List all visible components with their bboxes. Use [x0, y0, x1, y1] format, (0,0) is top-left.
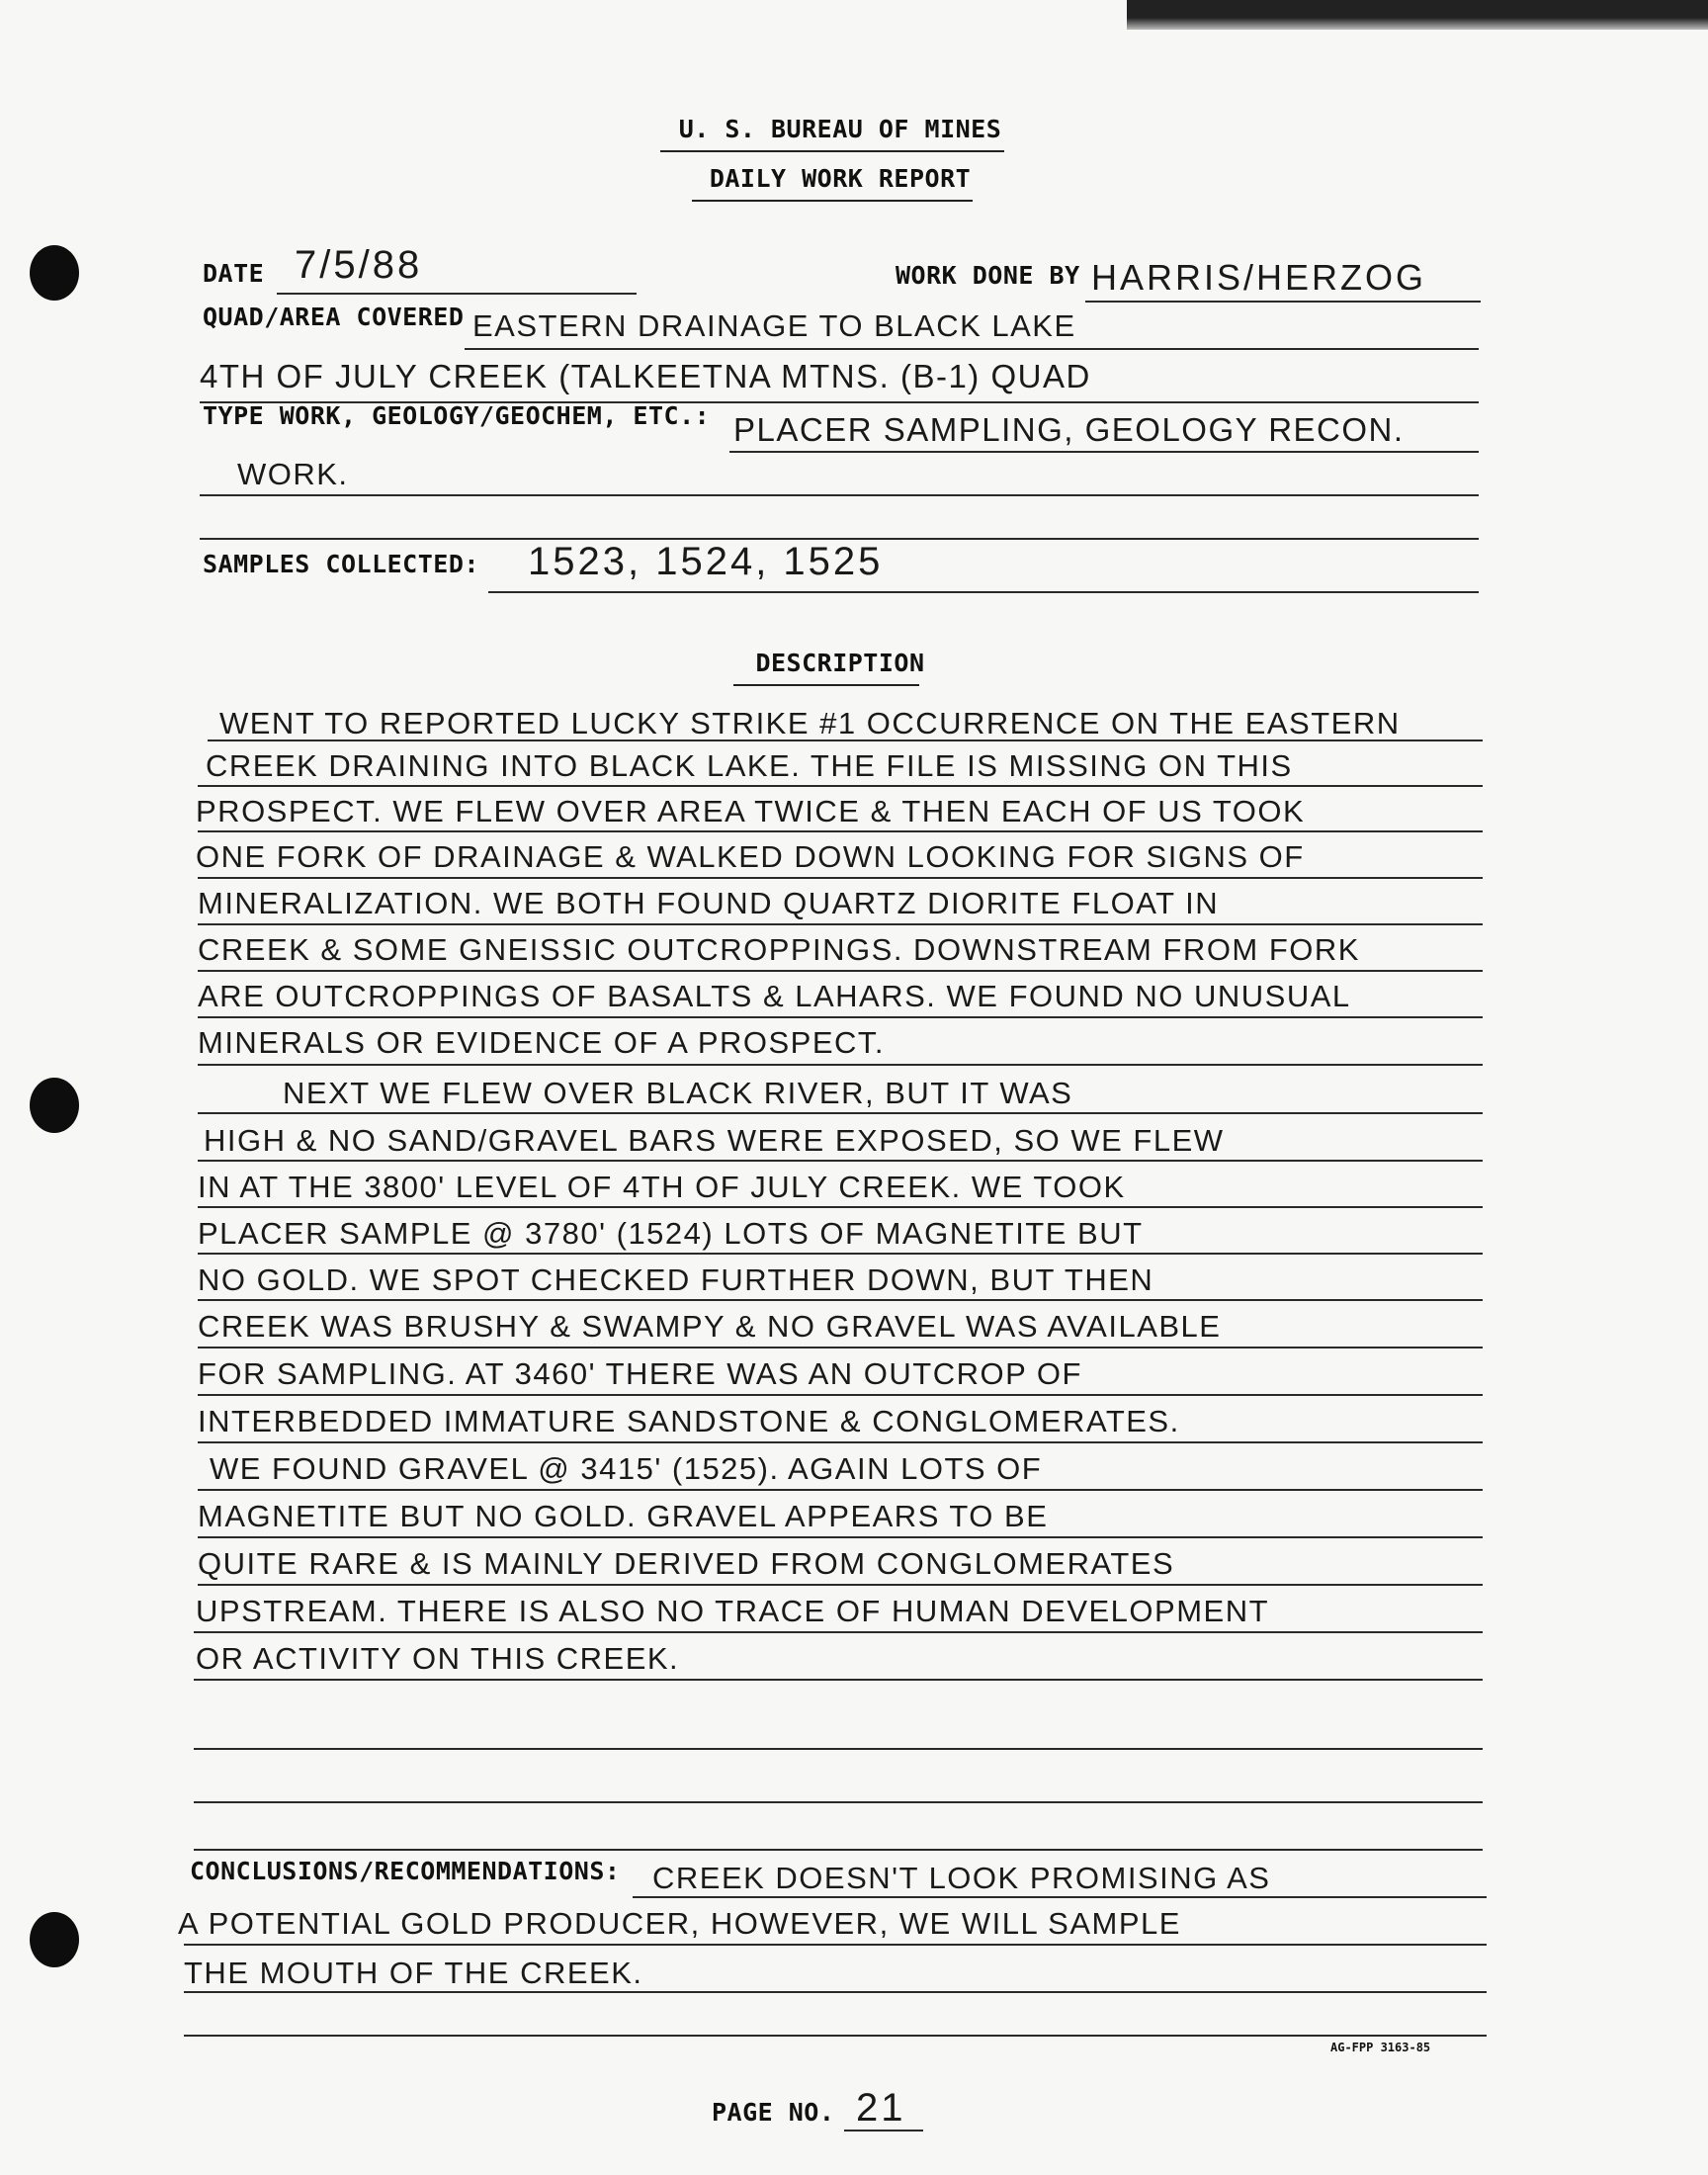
type-work-line-1: PLACER SAMPLING, GEOLOGY RECON.	[733, 411, 1405, 448]
description-line: WE FOUND GRAVEL @ 3415' (1525). AGAIN LOTS OF	[210, 1451, 1043, 1486]
work-done-by-rule	[1085, 301, 1481, 303]
date-label: DATE	[203, 259, 265, 288]
conclusions-rule-3	[184, 1991, 1487, 1993]
form-code: AG-FPP 3163-85	[1330, 2041, 1431, 2054]
description-rule	[194, 1679, 1483, 1681]
date-rule	[277, 293, 637, 295]
punch-hole-top	[30, 245, 79, 301]
description-rule	[198, 1441, 1483, 1443]
description-line: FOR SAMPLING. AT 3460' THERE WAS AN OUTCROP OF	[198, 1356, 1082, 1391]
conclusions-line-1: CREEK DOESN'T LOOK PROMISING AS	[652, 1861, 1271, 1895]
description-rule	[198, 785, 1483, 787]
description-rule	[198, 1112, 1483, 1114]
description-rule	[194, 1631, 1483, 1633]
page-number-value: 21	[856, 2086, 906, 2130]
quad-label: QUAD/AREA COVERED	[203, 303, 465, 331]
description-line: INTERBEDDED IMMATURE SANDSTONE & CONGLOMERATES.	[198, 1404, 1180, 1438]
description-line: HIGH & NO SAND/GRAVEL BARS WERE EXPOSED, SO WE FLEW	[204, 1123, 1225, 1158]
conclusions-rule-2	[184, 1944, 1487, 1946]
description-line: NEXT WE FLEW OVER BLACK RIVER, BUT IT WAS	[283, 1076, 1073, 1110]
description-line: MINERALS OR EVIDENCE OF A PROSPECT.	[198, 1025, 886, 1060]
description-line: WENT TO REPORTED LUCKY STRIKE #1 OCCURRENCE ON THE EASTERN	[219, 706, 1401, 740]
description-line: OR ACTIVITY ON THIS CREEK.	[196, 1641, 680, 1676]
conclusions-line-2: A POTENTIAL GOLD PRODUCER, HOWEVER, WE WILL SAMPLE	[178, 1906, 1181, 1941]
type-work-label: TYPE WORK, GEOLOGY/GEOCHEM, ETC.:	[203, 401, 711, 430]
conclusions-label: CONCLUSIONS/RECOMMENDATIONS:	[190, 1857, 621, 1885]
description-rule	[198, 1299, 1483, 1301]
report-title: DAILY WORK REPORT	[709, 164, 972, 193]
samples-value: 1523, 1524, 1525	[528, 540, 884, 583]
description-line: IN AT THE 3800' LEVEL OF 4TH OF JULY CREEK. WE TOOK	[198, 1170, 1126, 1204]
description-rule	[198, 1016, 1483, 1018]
description-rule	[194, 1801, 1483, 1803]
description-line: QUITE RARE & IS MAINLY DERIVED FROM CONGLOMERATES	[198, 1546, 1175, 1581]
description-line: ONE FORK OF DRAINAGE & WALKED DOWN LOOKING FOR SIGNS OF	[196, 839, 1305, 874]
type-work-rule-2	[200, 494, 1479, 496]
description-rule	[198, 1394, 1483, 1396]
agency-title-underline	[660, 150, 1004, 152]
page-number-label: PAGE NO.	[712, 2098, 835, 2127]
description-rule	[198, 1584, 1483, 1586]
conclusions-rule-4	[184, 2035, 1487, 2037]
description-line: CREEK WAS BRUSHY & SWAMPY & NO GRAVEL WAS AVAILABLE	[198, 1309, 1222, 1344]
quad-line-1: EASTERN DRAINAGE TO BLACK LAKE	[472, 308, 1076, 343]
description-rule	[198, 1253, 1483, 1255]
samples-label: SAMPLES COLLECTED:	[203, 550, 479, 578]
agency-title: U. S. BUREAU OF MINES	[678, 115, 1002, 143]
description-line: PLACER SAMPLE @ 3780' (1524) LOTS OF MAGNETITE BUT	[198, 1216, 1144, 1251]
description-line: MAGNETITE BUT NO GOLD. GRAVEL APPEARS TO BE	[198, 1499, 1049, 1533]
description-rule	[198, 1206, 1483, 1208]
punch-hole-bottom	[30, 1912, 79, 1967]
description-rule	[198, 1536, 1483, 1538]
description-heading: DESCRIPTION	[755, 649, 925, 677]
report-title-underline	[692, 200, 973, 202]
description-rule	[198, 923, 1483, 925]
description-rule	[198, 877, 1483, 879]
conclusions-line-3: THE MOUTH OF THE CREEK.	[184, 1956, 643, 1990]
description-rule	[198, 970, 1483, 972]
page-number-rule	[844, 2130, 923, 2132]
description-rule	[198, 1489, 1483, 1491]
description-rule	[194, 1849, 1483, 1851]
description-rule	[198, 1064, 1483, 1066]
work-done-by-label: WORK DONE BY	[896, 261, 1080, 290]
description-rule	[194, 1748, 1483, 1750]
conclusions-rule-1	[633, 1896, 1487, 1898]
description-line: PROSPECT. WE FLEW OVER AREA TWICE & THEN EACH OF US TOOK	[196, 794, 1306, 828]
description-line: ARE OUTCROPPINGS OF BASALTS & LAHARS. WE FOUND NO UNUSUAL	[198, 979, 1351, 1013]
description-line: CREEK & SOME GNEISSIC OUTCROPPINGS. DOWNSTREAM FROM FORK	[198, 932, 1360, 967]
scan-top-edge	[1127, 0, 1708, 30]
description-rule	[198, 1160, 1483, 1162]
description-line: NO GOLD. WE SPOT CHECKED FURTHER DOWN, BUT THEN	[198, 1262, 1154, 1297]
type-work-line-2: WORK.	[237, 457, 349, 491]
samples-rule	[488, 591, 1479, 593]
description-rule	[198, 830, 1483, 832]
punch-hole-middle	[30, 1078, 79, 1133]
description-rule	[198, 1347, 1483, 1348]
description-line: CREEK DRAINING INTO BLACK LAKE. THE FILE IS MISSING ON THIS	[206, 748, 1293, 783]
description-rule	[208, 740, 1483, 741]
description-line: UPSTREAM. THERE IS ALSO NO TRACE OF HUMAN DEVELOPMENT	[196, 1594, 1270, 1628]
type-work-rule-1	[729, 451, 1479, 453]
date-value: 7/5/88	[295, 243, 423, 287]
description-heading-underline	[733, 684, 919, 686]
quad-line-2: 4TH OF JULY CREEK (TALKEETNA MTNS. (B-1) QUAD	[200, 358, 1091, 394]
description-line: MINERALIZATION. WE BOTH FOUND QUARTZ DIORITE FLOAT IN	[198, 886, 1220, 920]
work-done-by-value: HARRIS/HERZOG	[1091, 257, 1427, 298]
quad-rule-1	[465, 348, 1479, 350]
